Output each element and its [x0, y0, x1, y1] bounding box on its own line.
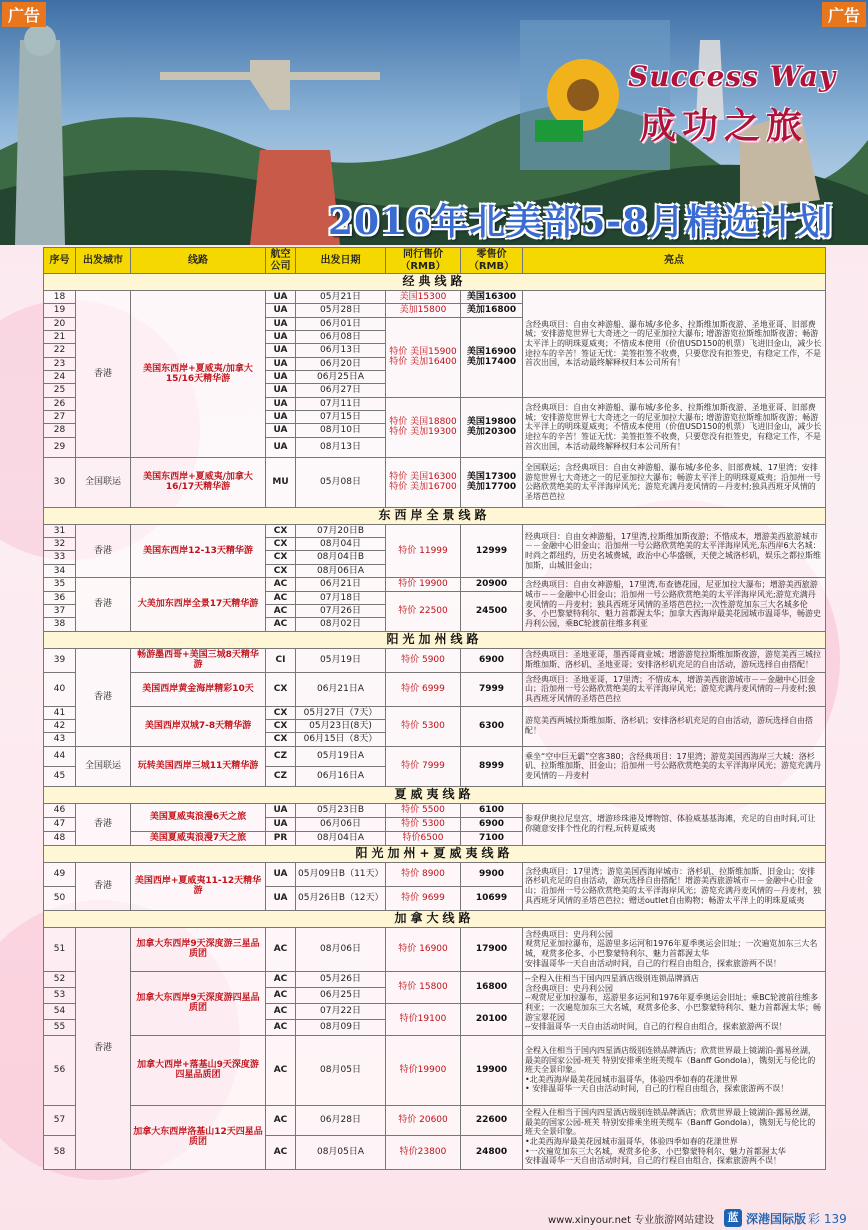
depart-date: 06月06日 [296, 817, 386, 831]
highlights: 含经典项目：史丹利公园 观赏尼亚加拉瀑布，巡游里多运河和1976年夏季奥运会旧址；一次遍览加东三大名城，观赏多伦多、小巴黎蒙特利尔、魅力首都渥太华 安排温哥华一天自由活动时间，自己的行程自由组合，探索旅游两不误！ [523, 927, 826, 971]
peer-price: 特价 20600 [386, 1105, 461, 1135]
col-header-peer-price: 同行售价（RMB） [386, 248, 461, 274]
retail-price: 10699 [461, 886, 523, 910]
peer-price: 特价 5500 [386, 803, 461, 817]
depart-date: 06月13日 [296, 344, 386, 357]
airline: AC [266, 1105, 296, 1135]
depart-date: 08月06日A [296, 564, 386, 577]
departure-city: 香港 [76, 578, 131, 631]
airline: AC [266, 927, 296, 971]
row-no: 27 [44, 411, 76, 424]
highlights: 全国联运；含经典项目：自由女神游船、瀑布城/多伦多、旧部费城、17里湾；安排游览世界七大奇迹之一的尼亚加拉大瀑布；畅游太平洋上的明珠夏威夷；沿加州一号公路欣赏绝美的太平洋海岸风光；游览充满丹麦风情的－丹麦村;独具西班牙风情的圣塔芭芭拉 [523, 457, 826, 507]
table-row [44, 1105, 826, 1135]
row-no: 33 [44, 551, 76, 564]
section-header-row [44, 631, 826, 648]
col-header-date: 出发日期 [296, 248, 386, 274]
row-no: 51 [44, 927, 76, 971]
retail-price: 20100 [461, 1003, 523, 1035]
page-footer [0, 1208, 868, 1230]
highlights: 含经典项目：自由女神游船、瀑布城/多伦多、拉斯维加斯夜游、圣地亚哥、旧部费城；安排游览世界七大奇迹之一的尼亚加拉大瀑布; 增游游览拉斯维加斯夜游；畅游太平洋上的明珠夏威夷；不惜成本使用（价值USD150的机票）飞进旧金山，减少长途拉车的辛苦！签证无忧：美签拒签不收费，只要您没有拒签史，有稳定工作，不是首次出国，本活动最终解释权归本公司所有！ [523, 397, 826, 457]
airline: MU [266, 457, 296, 507]
brand-english: Success Way [628, 60, 837, 93]
row-no: 45 [44, 766, 76, 786]
depart-date: 06月25日A [296, 371, 386, 384]
retail-price: 9900 [461, 862, 523, 886]
retail-price: 24500 [461, 591, 523, 631]
peer-price: 特价 19900 [386, 578, 461, 591]
retail-price: 17900 [461, 927, 523, 971]
airline: UA [266, 437, 296, 457]
retail-price: 8999 [461, 746, 523, 786]
section-hawaii: 夏威夷线路 [44, 786, 826, 803]
col-header-retail-price: 零售价（RMB） [461, 248, 523, 274]
depart-date: 08月04日 [296, 538, 386, 551]
row-no: 56 [44, 1035, 76, 1105]
row-no: 52 [44, 971, 76, 987]
table-row [44, 927, 826, 971]
section-header-row [44, 507, 826, 524]
depart-date: 08月13日 [296, 437, 386, 457]
row-no: 18 [44, 291, 76, 304]
retail-price: 24800 [461, 1135, 523, 1169]
retail-price: 美国17300 美加17700 [461, 457, 523, 507]
row-no: 55 [44, 1019, 76, 1035]
route-name: 美国夏威夷浪漫7天之旅 [131, 831, 266, 845]
departure-city: 全国联运 [76, 746, 131, 786]
route-name: 加拿大东西岸9天深度游三星品质团 [131, 927, 266, 971]
col-header-airline: 航空公司 [266, 248, 296, 274]
peer-price: 特价 5300 [386, 706, 461, 746]
airline: UA [266, 371, 296, 384]
airline: UA [266, 357, 296, 370]
airline: UA [266, 862, 296, 886]
table-row [44, 746, 826, 766]
route-name: 玩转美国西岸三城11天精华游 [131, 746, 266, 786]
peer-price: 特价19100 [386, 1003, 461, 1035]
row-no: 44 [44, 746, 76, 766]
plan-title: 2016年北美部5-8月精选计划 [328, 201, 834, 243]
retail-price: 22600 [461, 1105, 523, 1135]
table-row [44, 706, 826, 719]
departure-city: 香港 [76, 803, 131, 845]
row-no: 50 [44, 886, 76, 910]
section-header-row [44, 274, 826, 291]
header-banner [0, 0, 868, 245]
highlights: 全程入住相当于国内四星酒店级别连锁品牌酒店；欣赏世界最上镜湖泊-露易丝湖，最美的国家公园-班芙 特别安排乘坐班芙缆车（Banff Gondola），镌刻无与伦比的班夫全景印象。 •北美西海岸最美花园城市温哥华，体验四季如春的花漾世界 • 安排温哥华一天自由活动时间，自己的行程自由组合，探索旅游两不误！ [523, 1035, 826, 1105]
row-no: 37 [44, 604, 76, 617]
depart-date: 05月19日 [296, 648, 386, 672]
depart-date: 08月05日 [296, 1035, 386, 1105]
row-no: 47 [44, 817, 76, 831]
depart-date: 08月04日A [296, 831, 386, 845]
airline: AC [266, 604, 296, 617]
retail-price: 美国16300 [461, 291, 523, 304]
airline: UA [266, 291, 296, 304]
table-row [44, 1035, 826, 1105]
depart-date: 08月05日A [296, 1135, 386, 1169]
retail-price: 6900 [461, 817, 523, 831]
footer-site-link[interactable]: www.xinyour.net 专业旅游网站建设 [548, 1215, 715, 1226]
depart-date: 06月16日A [296, 766, 386, 786]
airline: PR [266, 831, 296, 845]
row-no: 40 [44, 672, 76, 706]
peer-price: 特价 美国15900 特价 美加16400 [386, 317, 461, 397]
route-name: 加拿大西岸+落基山9天深度游四星品质团 [131, 1035, 266, 1105]
depart-date: 05月26日 [296, 971, 386, 987]
route-name: 畅游墨西哥+美国三城8天精华游 [131, 648, 266, 672]
peer-price: 特价 7999 [386, 746, 461, 786]
row-no: 32 [44, 538, 76, 551]
retail-price: 7999 [461, 672, 523, 706]
depart-date: 06月28日 [296, 1105, 386, 1135]
airline: UA [266, 411, 296, 424]
peer-price: 特价 15800 [386, 971, 461, 1003]
peer-price: 特价 16900 [386, 927, 461, 971]
row-no: 54 [44, 1003, 76, 1019]
route-name: 美国夏威夷浪漫6天之旅 [131, 803, 266, 831]
retail-price: 美国19800 美加20300 [461, 397, 523, 457]
row-no: 53 [44, 987, 76, 1003]
airline: CX [266, 672, 296, 706]
row-no: 34 [44, 564, 76, 577]
section-cal-hawaii: 阳光加州+夏威夷线路 [44, 845, 826, 862]
departure-city: 香港 [76, 927, 131, 1169]
depart-date: 07月11日 [296, 397, 386, 410]
retail-price: 19900 [461, 1035, 523, 1105]
row-no: 21 [44, 331, 76, 344]
retail-price: 7100 [461, 831, 523, 845]
row-no: 39 [44, 648, 76, 672]
departure-city: 全国联运 [76, 457, 131, 507]
airline: AC [266, 971, 296, 987]
row-no: 42 [44, 719, 76, 732]
airline: CI [266, 648, 296, 672]
row-no: 36 [44, 591, 76, 604]
peer-price: 特价 6999 [386, 672, 461, 706]
table-row [44, 648, 826, 672]
row-no: 25 [44, 384, 76, 397]
retail-price: 美国16900 美加17400 [461, 317, 523, 397]
section-header-row [44, 786, 826, 803]
retail-price: 12999 [461, 524, 523, 577]
peer-price: 特价 9699 [386, 886, 461, 910]
table-row [44, 971, 826, 987]
depart-date: 06月21日 [296, 578, 386, 591]
table-row [44, 457, 826, 507]
airline: AC [266, 1035, 296, 1105]
section-canada: 加拿大线路 [44, 910, 826, 927]
ad-label-right: 广告 [822, 2, 866, 27]
airline: UA [266, 317, 296, 330]
section-california: 阳光加州线路 [44, 631, 826, 648]
route-name: 美国东西岸12-13天精华游 [131, 524, 266, 577]
table-row [44, 578, 826, 591]
route-name: 加拿大东西岸9天深度游四星品质团 [131, 971, 266, 1035]
section-eastwest: 东西岸全景线路 [44, 507, 826, 524]
depart-date: 08月02日 [296, 618, 386, 631]
peer-price: 美加15800 [386, 304, 461, 317]
airline: CX [266, 564, 296, 577]
table-row [44, 291, 826, 304]
row-no: 38 [44, 618, 76, 631]
depart-date: 07月20日B [296, 524, 386, 537]
airline: AC [266, 578, 296, 591]
peer-price: 美国15300 [386, 291, 461, 304]
highlights: 含经典项目：圣地亚哥，墨西哥商业城；增游游览拉斯维加斯夜游，游览美西三城拉斯维加斯、洛杉矶、圣地亚哥；安排洛杉矶充足的自由活动，游玩选择自由搭配！ [523, 648, 826, 672]
departure-city: 香港 [76, 862, 131, 910]
peer-price: 特价 22500 [386, 591, 461, 631]
highlights: 经典项目：自由女神游船，17里湾,拉斯维加斯夜游；不惜成本，增游美西旅游城市－－金融中心旧金山；沿加州一号公路欣赏绝美的太平洋海岸风光,东西岸6大名城：时尚之都纽约，历史名城费城，政治中心华盛顿，天使之城洛杉矶，娱乐之都拉斯维加斯，山城旧金山； [523, 524, 826, 577]
row-no: 41 [44, 706, 76, 719]
route-name: 加拿大东西岸洛基山12天四星品质团 [131, 1105, 266, 1169]
airline: UA [266, 424, 296, 437]
route-name: 美国东西岸+夏威夷/加拿大15/16天精华游 [131, 291, 266, 458]
peer-price: 特价 11999 [386, 524, 461, 577]
airline: CZ [266, 746, 296, 766]
depart-date: 06月08日 [296, 331, 386, 344]
peer-price: 特价19900 [386, 1035, 461, 1105]
col-header-route: 线路 [131, 248, 266, 274]
row-no: 30 [44, 457, 76, 507]
row-no: 43 [44, 733, 76, 746]
airline: AC [266, 1003, 296, 1019]
depart-date: 05月23日B [296, 803, 386, 817]
depart-date: 07月22日 [296, 1003, 386, 1019]
peer-price: 特价 8900 [386, 862, 461, 886]
airline: UA [266, 803, 296, 817]
depart-date: 05月21日 [296, 291, 386, 304]
row-no: 49 [44, 862, 76, 886]
route-name: 美国西岸黄金海岸精彩10天 [131, 672, 266, 706]
col-header-city: 出发城市 [76, 248, 131, 274]
row-no: 29 [44, 437, 76, 457]
route-name: 大美加东西岸全景17天精华游 [131, 578, 266, 631]
depart-date: 05月09日B（11天） [296, 862, 386, 886]
airline: CX [266, 524, 296, 537]
airline: UA [266, 344, 296, 357]
depart-date: 06月15日（8天） [296, 733, 386, 746]
row-no: 26 [44, 397, 76, 410]
airline: AC [266, 987, 296, 1003]
peer-price: 特价 5300 [386, 817, 461, 831]
depart-date: 06月20日 [296, 357, 386, 370]
retail-price: 6300 [461, 706, 523, 746]
airline: AC [266, 1135, 296, 1169]
highlights: 全程入住相当于国内四星酒店级别连锁品牌酒店；欣赏世界最上镜湖泊-露易丝湖，最美的国家公园-班芙 特别安排乘坐班芙缆车（Banff Gondola），镌刻无与伦比的班夫全景印象。 •北美西海岸最美花园城市温哥华，体验四季如春的花漾世界 •一次遍览加东三大名城，观赏多伦多、小巴黎蒙特利尔、魅力首都渥太华 安排温哥华一天自由活动时间，自己的行程自由组合，探索旅游两不误！ [523, 1105, 826, 1169]
highlights: 含经典项目：自由女神游船，17里湾,布查德花园，尼亚加拉大瀑布；增游美西旅游城市－－金融中心旧金山；沿加州一号公路欣赏绝美的太平洋海岸风光;游览充满丹麦风情的－丹麦村；独具西班牙风情的圣塔芭芭拉;一次性游览加东三大名城多伦多、小巴黎蒙特利尔、魁力首都渥太华；加拿大西海岸最美花园城市温哥华，畅游史丹利公园，乘BC轮渡前往维多利亚 [523, 578, 826, 631]
table-row [44, 862, 826, 886]
depart-date: 08月04日B [296, 551, 386, 564]
row-no: 46 [44, 803, 76, 817]
airline: AC [266, 618, 296, 631]
section-header-row [44, 910, 826, 927]
peer-price: 特价 美国18800 特价 美加19300 [386, 397, 461, 457]
airline: CX [266, 733, 296, 746]
airline: UA [266, 331, 296, 344]
col-header-no: 序号 [44, 248, 76, 274]
airline: UA [266, 304, 296, 317]
footer-edition: 深港国际版 [746, 1212, 807, 1226]
airline: UA [266, 886, 296, 910]
depart-date: 08月06日 [296, 927, 386, 971]
peer-price: 特价 美国16300 特价 美加16700 [386, 457, 461, 507]
depart-date: 08月09日 [296, 1019, 386, 1035]
highlights: 含经典项目：17里湾；游览美国西海岸城市：洛杉矶、拉斯维加斯、旧金山；安排洛杉矶充足的自由活动，游玩选择自由搭配！增游美西旅游城市－－金融中心旧金山；沿加州一号公路欣赏绝美的太平洋海岸风光；游览充满丹麦风情的－丹麦村，独具西班牙风情的圣塔芭芭拉；赠送outlet自由购物；畅游太平洋上的明珠夏威夷 [523, 862, 826, 910]
departure-city: 香港 [76, 648, 131, 746]
peer-price: 特价23800 [386, 1135, 461, 1169]
row-no: 23 [44, 357, 76, 370]
depart-date: 05月28日 [296, 304, 386, 317]
depart-date: 05月23日(8天) [296, 719, 386, 732]
route-name: 美国西岸+夏威夷11-12天精华游 [131, 862, 266, 910]
retail-price: 16800 [461, 971, 523, 1003]
depart-date: 06月27日 [296, 384, 386, 397]
row-no: 58 [44, 1135, 76, 1169]
airline: AC [266, 591, 296, 604]
airline: UA [266, 384, 296, 397]
brand-chinese: 成功之旅 [640, 105, 809, 147]
route-name: 美国西岸双城7-8天精华游 [131, 706, 266, 746]
depart-date: 05月26日B（12天） [296, 886, 386, 910]
section-header-row [44, 845, 826, 862]
row-no: 31 [44, 524, 76, 537]
row-no: 28 [44, 424, 76, 437]
highlights: 游览美西两城拉斯维加斯、洛杉矶；安排洛杉矶充足的自由活动，游玩选择自由搭配！ [523, 706, 826, 746]
airline: CX [266, 551, 296, 564]
row-no: 48 [44, 831, 76, 845]
airline: UA [266, 817, 296, 831]
table-header-row [44, 248, 826, 274]
highlights: 参观伊奥拉尼皇宫、增游珍珠港及博物馆、体验威基基海滩，充足的自由时间,可让你随意安排个性化的行程,玩转夏威夷 [523, 803, 826, 845]
departure-city: 香港 [76, 524, 131, 577]
row-no: 20 [44, 317, 76, 330]
airline: CX [266, 538, 296, 551]
highlights: 乘坐“空中巨无霸”空客380；含经典项目：17里湾；游览美国西海岸三大城：洛杉矶、拉斯维加斯、旧金山；沿加州一号公路欣赏绝美的太平洋海岸风光；游览充满丹麦风情的－丹麦村 [523, 746, 826, 786]
section-classic: 经典线路 [44, 274, 826, 291]
col-header-highlights: 亮点 [523, 248, 826, 274]
depart-date: 06月25日 [296, 987, 386, 1003]
depart-date: 05月08日 [296, 457, 386, 507]
airline: AC [266, 1019, 296, 1035]
airline: UA [266, 397, 296, 410]
peer-price: 特价6500 [386, 831, 461, 845]
airline: CX [266, 719, 296, 732]
retail-price: 20900 [461, 578, 523, 591]
retail-price: 6100 [461, 803, 523, 817]
table-row [44, 803, 826, 817]
row-no: 57 [44, 1105, 76, 1135]
depart-date: 06月01日 [296, 317, 386, 330]
table-row [44, 524, 826, 537]
row-no: 24 [44, 371, 76, 384]
retail-price: 6900 [461, 648, 523, 672]
footer-page-number: 彩 139 [808, 1212, 847, 1226]
footer-logo-icon: 蓝 [724, 1209, 742, 1227]
row-no: 19 [44, 304, 76, 317]
depart-date: 05月27日（7天） [296, 706, 386, 719]
depart-date: 06月21日A [296, 672, 386, 706]
depart-date: 07月18日 [296, 591, 386, 604]
airline: CX [266, 706, 296, 719]
route-name: 美国东西岸+夏威夷/加拿大16/17天精华游 [131, 457, 266, 507]
highlights: 含经典项目：自由女神游船、瀑布城/多伦多、拉斯维加斯夜游、圣地亚哥、旧部费城；安排游览世界七大奇迹之一的尼亚加拉大瀑布; 增游游览拉斯维加斯夜游；畅游太平洋上的明珠夏威夷；不惜成本使用（价值USD150的机票）飞进旧金山，减少长途拉车的辛苦！签证无忧：美签拒签不收费，只要您没有拒签史，有稳定工作，不是首次出国，本活动最终解释权归本公司所有！ [523, 291, 826, 398]
depart-date: 05月19日A [296, 746, 386, 766]
airline: CZ [266, 766, 296, 786]
row-no: 35 [44, 578, 76, 591]
row-no: 22 [44, 344, 76, 357]
highlights: --全程入住相当于国内四星酒店级别连锁品牌酒店 含经典项目：史丹利公园 --观赏尼亚加拉瀑布，巡游里多运河和1976年夏季奥运会旧址；乘BC轮渡前往维多利亚；一次遍览加东三大名城，观赏多伦多、小巴黎蒙特利尔、魅力首都渥太华；畅游宝翠花园 --安排温哥华一天自由活动时间，自己的行程自由组合，探索旅游两不误！ [523, 971, 826, 1035]
table-row [44, 672, 826, 706]
ad-label-left: 广告 [2, 2, 46, 27]
depart-date: 07月26日 [296, 604, 386, 617]
depart-date: 08月10日 [296, 424, 386, 437]
retail-price: 美加16800 [461, 304, 523, 317]
peer-price: 特价 5900 [386, 648, 461, 672]
highlights: 含经典项目：圣地亚哥，17里湾；不惜成本，增游美西旅游城市－－金融中心旧金山；沿加州一号公路欣赏绝美的太平洋海岸风光；游览充满丹麦风情的－丹麦村;独具西班牙风情的圣塔芭芭拉 [523, 672, 826, 706]
departure-city: 香港 [76, 291, 131, 458]
itinerary-table [43, 247, 825, 1170]
depart-date: 07月15日 [296, 411, 386, 424]
